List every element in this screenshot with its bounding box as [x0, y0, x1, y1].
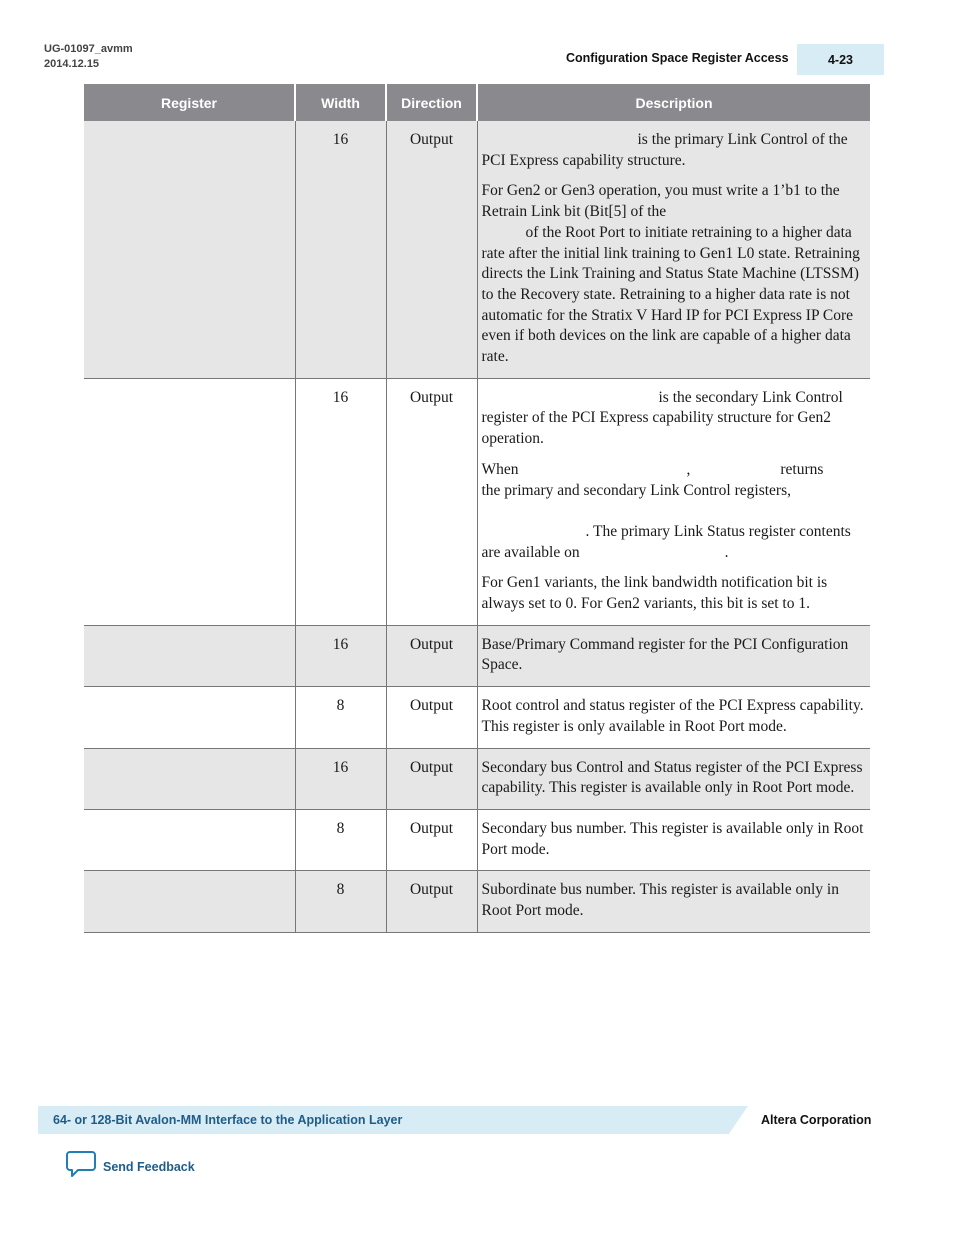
section-title: Configuration Space Register Access [566, 51, 789, 65]
width-cell: 8 [295, 871, 386, 932]
register-cell [84, 809, 295, 870]
register-cell [84, 871, 295, 932]
chapter-title-link[interactable]: 64- or 128-Bit Avalon-MM Interface to the Application Layer [53, 1113, 403, 1127]
description-cell: Secondary bus number. This register is available only in Root Port mode. [477, 809, 870, 870]
speech-bubble-icon [66, 1150, 96, 1183]
send-feedback-link[interactable] [66, 1150, 195, 1183]
description-text: When [481, 460, 519, 478]
document-id [44, 42, 133, 72]
width-cell: 16 [295, 378, 386, 625]
table-row [84, 625, 870, 686]
description-cell [477, 121, 870, 378]
table-row [84, 871, 870, 932]
table-row [84, 809, 870, 870]
column-header-description: Description [477, 84, 870, 121]
register-cell [84, 625, 295, 686]
width-cell: 16 [295, 121, 386, 378]
width-cell: 8 [295, 809, 386, 870]
description-text: of the Root Port to initiate retraining to a higher data rate after the initial link training to Gen1 L0 state. Retraining directs the Link Training and Status State Machine (LTSSM) to the Recovery state. Retraining to a higher data rate is not automatic for the Stratix V Hard IP for PCI Express IP Core even if both devices on the link are capable of a higher data rate. [481, 223, 860, 366]
register-cell [84, 687, 295, 748]
register-cell [84, 748, 295, 809]
description-cell: Secondary bus Control and Status register of the PCI Express capability. This register is available only in Root Port mode. [477, 748, 870, 809]
direction-cell: Output [386, 121, 477, 378]
direction-cell: Output [386, 625, 477, 686]
description-text: returns [780, 460, 824, 478]
direction-cell: Output [386, 871, 477, 932]
description-cell [477, 378, 870, 625]
description-text: , [686, 460, 691, 478]
width-cell: 8 [295, 687, 386, 748]
direction-cell: Output [386, 378, 477, 625]
table-row [84, 687, 870, 748]
company-name: Altera Corporation [761, 1113, 872, 1127]
table-row [84, 121, 870, 378]
description-text: . The primary Link Status register contents are available on [481, 522, 851, 561]
send-feedback-label: Send Feedback [103, 1159, 195, 1174]
description-text: . [724, 543, 729, 561]
direction-cell: Output [386, 748, 477, 809]
doc-date: 2014.12.15 [44, 58, 100, 70]
column-header-register: Register [84, 84, 295, 121]
description-text: is the primary Link Control of the PCI Express capability structure. [481, 131, 848, 169]
table-row [84, 748, 870, 809]
doc-id-code: UG-01097_avmm [44, 43, 133, 55]
column-header-direction: Direction [386, 84, 477, 121]
description-cell: Subordinate bus number. This register is available only in Root Port mode. [477, 871, 870, 932]
description-cell: Root control and status register of the PCI Express capability. This register is only available in Root Port mode. [477, 687, 870, 748]
description-text: is the secondary Link Control register of the PCI Express capability structure for Gen2 operation. [481, 388, 843, 448]
description-text: the primary and secondary Link Control registers, [481, 481, 791, 499]
table-row [84, 378, 870, 625]
direction-cell: Output [386, 809, 477, 870]
description-text: For Gen1 variants, the link bandwidth notification bit is always set to 0. For Gen2 variants, this bit is set to 1. [481, 574, 828, 613]
direction-cell: Output [386, 687, 477, 748]
register-cell [84, 121, 295, 378]
register-table [84, 84, 870, 933]
table-header-row [84, 84, 870, 121]
width-cell: 16 [295, 625, 386, 686]
description-text: For Gen2 or Gen3 operation, you must write a 1’b1 to the Retrain Link bit (Bit[5] of the [481, 182, 840, 221]
register-cell [84, 378, 295, 625]
column-header-width: Width [295, 84, 386, 121]
width-cell: 16 [295, 748, 386, 809]
description-cell: Base/Primary Command register for the PCI Configuration Space. [477, 625, 870, 686]
page-number: 4-23 [797, 44, 884, 75]
